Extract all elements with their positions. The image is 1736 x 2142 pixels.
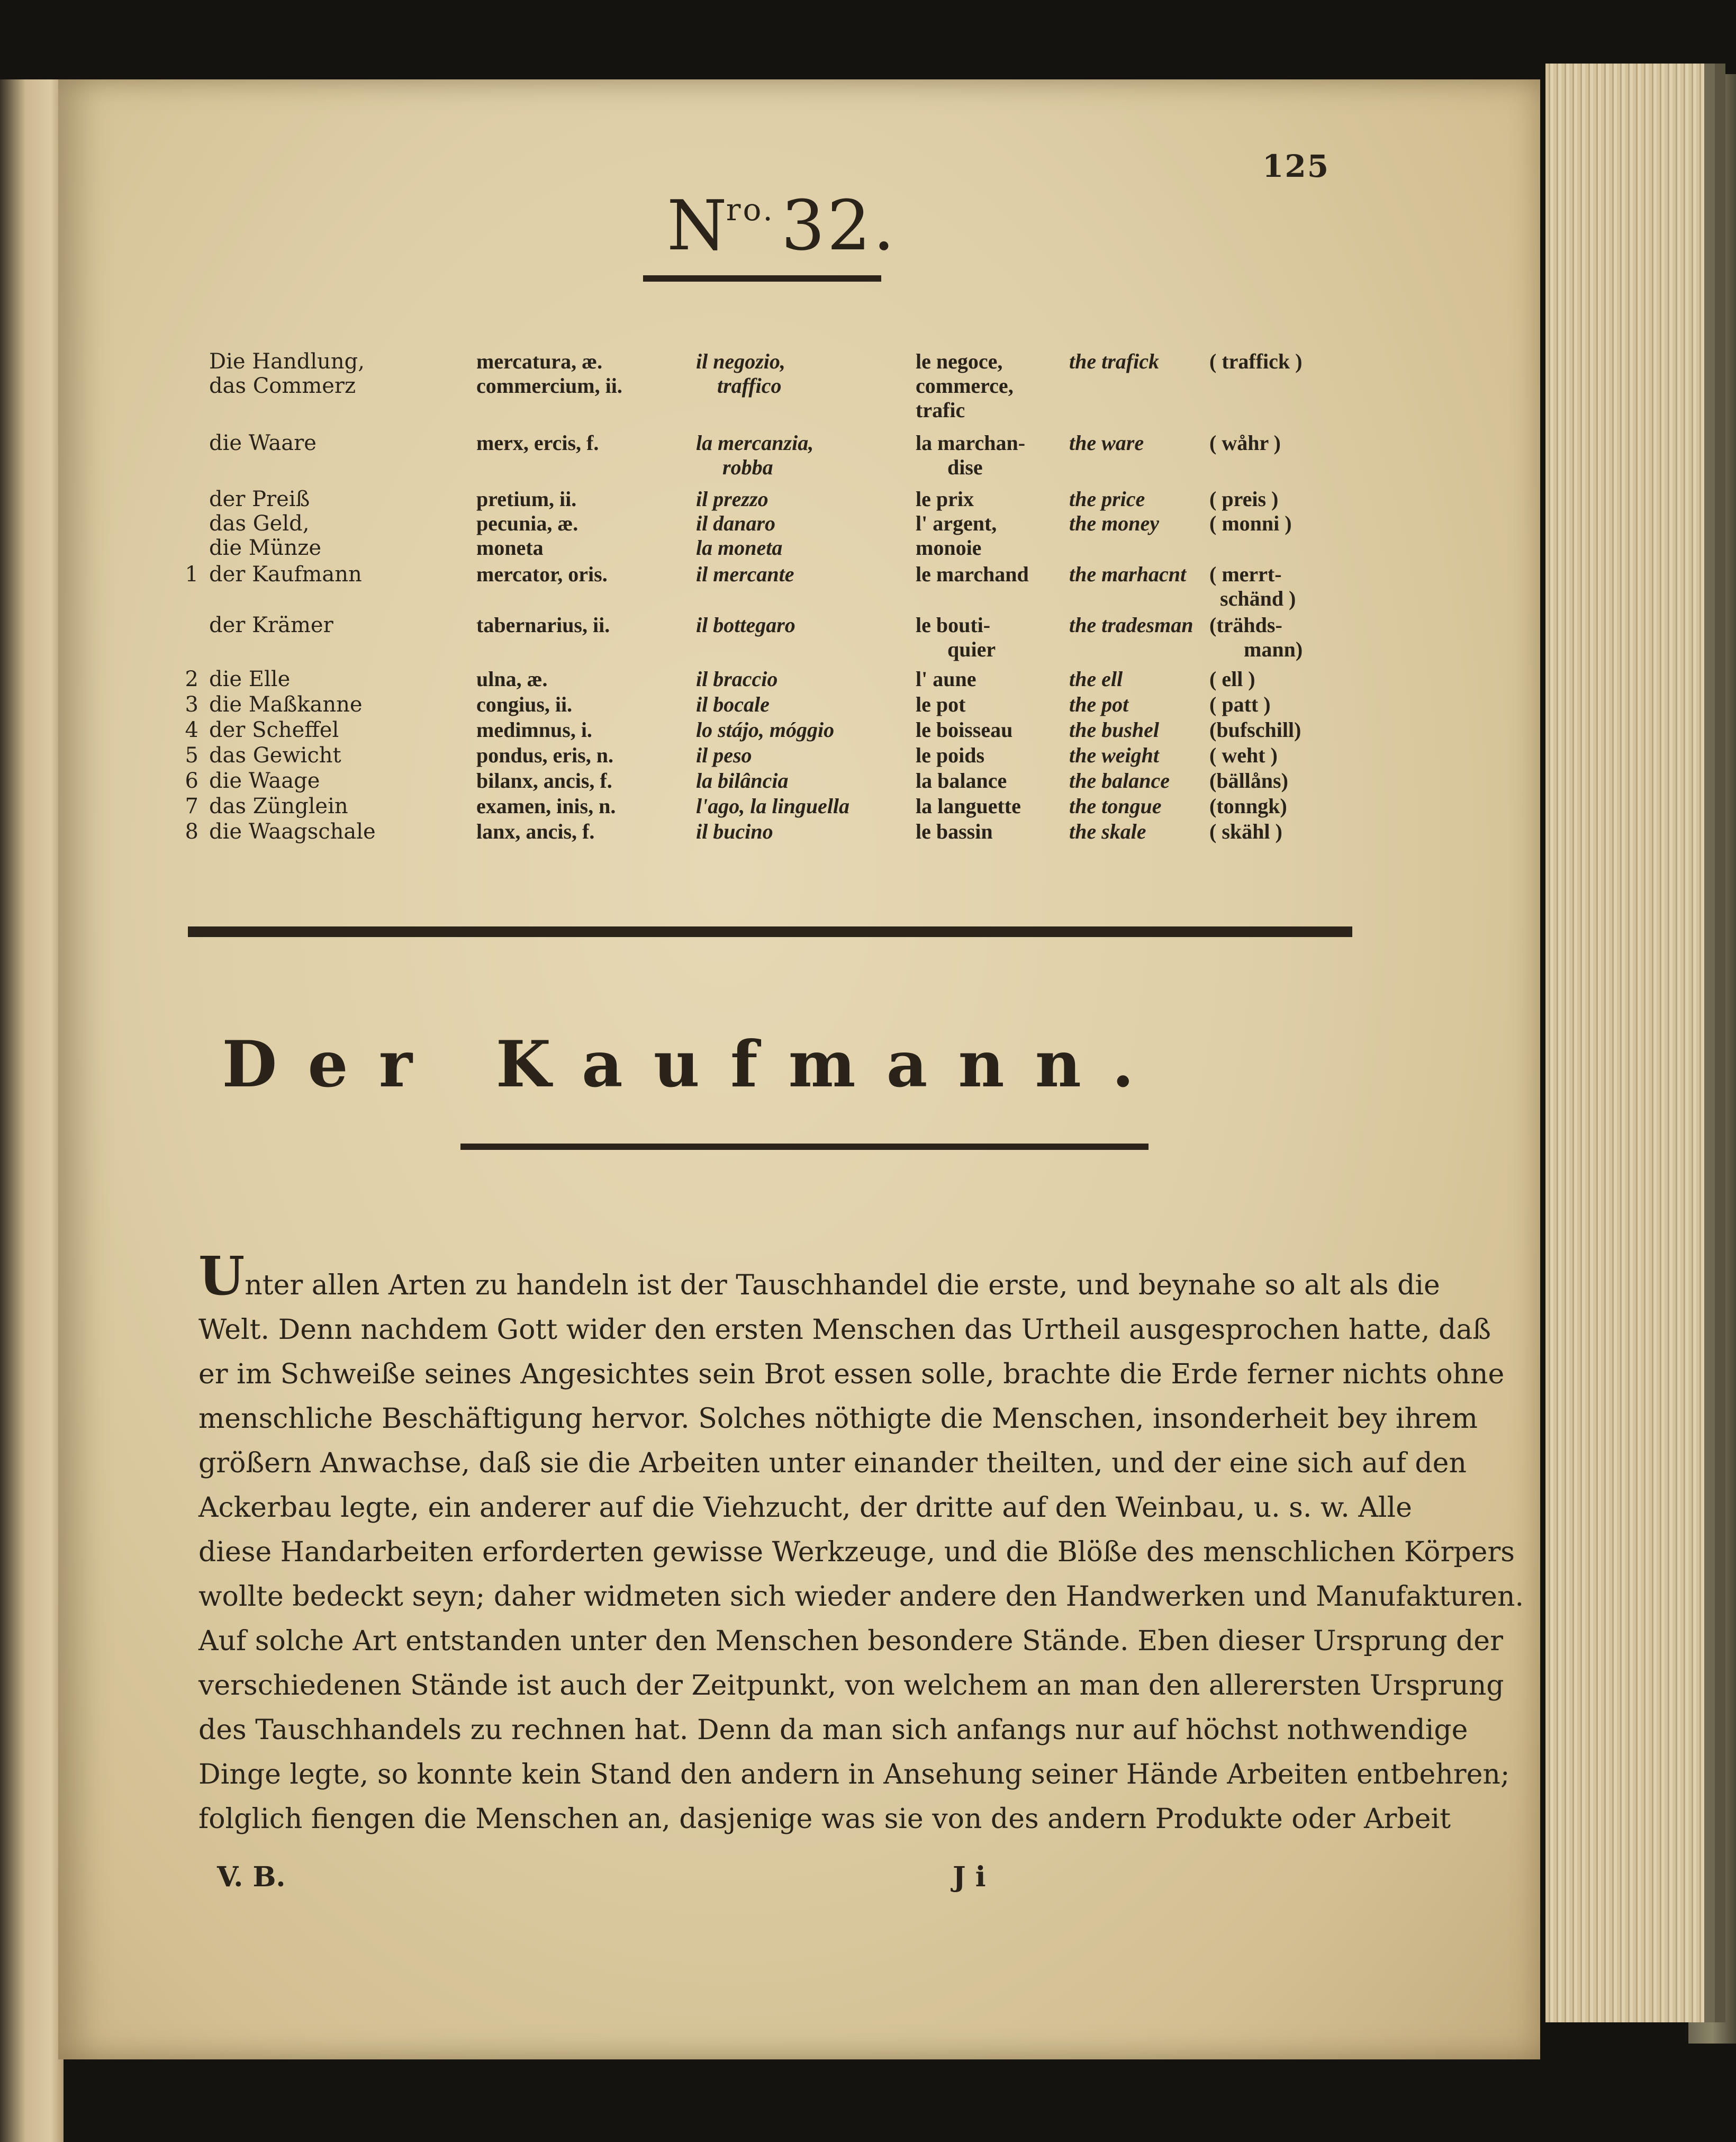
body-line bbox=[198, 1752, 1510, 1797]
body-line-text: größern Anwachse, daß sie die Arbeiten unter einander theilten, und der eine sich auf den bbox=[198, 1447, 1467, 1479]
body-line bbox=[198, 1441, 1467, 1486]
vocab-fr: le pot bbox=[916, 692, 966, 716]
vocab-pron: (bufschill) bbox=[1209, 718, 1301, 742]
vocab-en: the tongue bbox=[1069, 794, 1162, 818]
body-paragraph bbox=[198, 1245, 1524, 1841]
vocab-pron: schänd ) bbox=[1220, 587, 1296, 610]
vocab-it: la bilância bbox=[696, 769, 789, 793]
page-number: 125 bbox=[1262, 148, 1330, 184]
vocab-fr: le prix bbox=[916, 487, 974, 511]
heading-rule bbox=[643, 275, 881, 282]
vocab-de: der Preiß bbox=[209, 487, 310, 511]
body-line-text: er im Schweiße seines Angesichtes sein Brot essen solle, brachte die Erde ferner nichts ohne bbox=[198, 1358, 1505, 1390]
body-line-text: diese Handarbeiten erforderten gewisse Werkzeuge, und die Blöße des menschlichen Körpers bbox=[198, 1536, 1515, 1568]
vocab-it: lo stájo, móggio bbox=[696, 718, 835, 742]
vocab-fr: commerce, bbox=[916, 374, 1014, 398]
vocab-it: il mercante bbox=[696, 562, 794, 586]
vocab-la: commercium, ii. bbox=[476, 374, 622, 398]
body-line bbox=[198, 1486, 1412, 1530]
vocab-de: die Münze bbox=[209, 536, 322, 560]
vocab-pron: ( skähl ) bbox=[1209, 820, 1282, 843]
vocab-num: 1 bbox=[185, 562, 198, 587]
vocab-de: der Scheffel bbox=[209, 718, 339, 742]
body-line bbox=[198, 1797, 1451, 1841]
vocab-de: Die Handlung, bbox=[209, 349, 365, 374]
printer-signature-left: V. B. bbox=[217, 1861, 286, 1893]
vocab-num: 4 bbox=[185, 718, 198, 742]
title-rule bbox=[460, 1144, 1149, 1150]
vocab-pron: ( merrt- bbox=[1209, 562, 1282, 586]
vocab-la: examen, inis, n. bbox=[476, 794, 616, 818]
vocab-la: moneta bbox=[476, 536, 544, 560]
vocab-en: the skale bbox=[1069, 820, 1146, 843]
vocab-la: pretium, ii. bbox=[476, 487, 577, 511]
drop-cap: U bbox=[198, 1245, 245, 1307]
body-line bbox=[198, 1708, 1468, 1752]
body-line-text: nter allen Arten zu handeln ist der Tauschhandel die erste, und beynahe so alt als die bbox=[245, 1270, 1440, 1301]
body-line-text: menschliche Beschäftigung hervor. Solches nöthigte die Menschen, insonderheit bey ihrem bbox=[198, 1403, 1478, 1435]
vocab-it: il negozio, bbox=[696, 349, 785, 373]
body-line-text: des Tauschhandels zu rechnen hat. Denn da man sich anfangs nur auf höchst nothwendige bbox=[198, 1714, 1468, 1746]
vocab-en: the tradesman bbox=[1069, 613, 1194, 637]
vocab-num: 5 bbox=[185, 743, 198, 768]
vocab-pron: (tonngk) bbox=[1209, 794, 1287, 818]
body-line bbox=[198, 1308, 1491, 1352]
heading-number: 32. bbox=[781, 185, 897, 266]
vocab-pron: ( weht ) bbox=[1209, 743, 1278, 767]
vocab-fr: monoie bbox=[916, 536, 982, 560]
vocab-num: 2 bbox=[185, 667, 198, 691]
section-heading bbox=[667, 185, 897, 266]
vocab-la: medimnus, i. bbox=[476, 718, 592, 742]
vocab-fr: le marchand bbox=[916, 562, 1029, 586]
vocab-fr: le negoce, bbox=[916, 349, 1003, 373]
vocab-fr: trafic bbox=[916, 398, 965, 422]
vocab-la: congius, ii. bbox=[476, 692, 573, 716]
vocab-la: pondus, eris, n. bbox=[476, 743, 613, 767]
chapter-title: Der Kaufmann. bbox=[222, 1027, 1165, 1102]
vocab-la: merx, ercis, f. bbox=[476, 431, 599, 455]
vocab-fr: la marchan- bbox=[916, 431, 1026, 455]
vocab-de: das Zünglein bbox=[209, 794, 348, 818]
section-divider bbox=[188, 926, 1352, 937]
vocab-de: die Waare bbox=[209, 431, 317, 455]
vocab-fr: la languette bbox=[916, 794, 1021, 818]
vocab-en: the ware bbox=[1069, 431, 1144, 455]
vocab-it: il danaro bbox=[696, 511, 776, 535]
vocab-fr: le boisseau bbox=[916, 718, 1013, 742]
vocab-de: die Waagschale bbox=[209, 820, 376, 844]
vocab-pron: ( monni ) bbox=[1209, 511, 1292, 535]
vocab-la: mercator, oris. bbox=[476, 562, 608, 586]
vocab-la: tabernarius, ii. bbox=[476, 613, 610, 637]
vocab-num: 8 bbox=[185, 820, 198, 844]
body-line-text: folglich fiengen die Menschen an, dasjenige was sie von des andern Produkte oder Arbeit bbox=[198, 1803, 1451, 1835]
body-line-text: wollte bedeckt seyn; daher widmeten sich wieder andere den Handwerken und Manufakturen. bbox=[198, 1581, 1524, 1613]
vocab-fr: le bassin bbox=[916, 820, 993, 843]
vocab-en: the weight bbox=[1069, 743, 1160, 767]
vocab-num: 3 bbox=[185, 692, 198, 717]
vocab-pron: ( traffick ) bbox=[1209, 349, 1303, 373]
vocab-de: der Krämer bbox=[209, 613, 333, 637]
vocab-fr: quier bbox=[947, 637, 996, 661]
body-line-text: Auf solche Art entstanden unter den Menschen besondere Stände. Eben dieser Ursprung der bbox=[198, 1625, 1503, 1657]
vocab-pron: mann) bbox=[1244, 637, 1303, 661]
page-block-edge bbox=[1545, 64, 1704, 2022]
vocab-de: die Maßkanne bbox=[209, 692, 363, 717]
vocab-pron: ( ell ) bbox=[1209, 667, 1255, 691]
book-gutter bbox=[0, 79, 64, 2142]
body-line-text: verschiedenen Stände ist auch der Zeitpunkt, von welchem an man den allerersten Ursprung bbox=[198, 1670, 1504, 1702]
vocab-fr: l' argent, bbox=[916, 511, 997, 535]
vocab-it: la mercanzia, bbox=[696, 431, 814, 455]
body-line bbox=[198, 1530, 1515, 1574]
body-line-text: Dinge legte, so konnte kein Stand den andern in Ansehung seiner Hände Arbeiten entbehren; bbox=[198, 1759, 1510, 1790]
vocab-num: 7 bbox=[185, 794, 198, 818]
vocab-it: il prezzo bbox=[696, 487, 768, 511]
vocab-pron: (bällåns) bbox=[1209, 769, 1288, 793]
vocab-la: ulna, æ. bbox=[476, 667, 548, 691]
vocab-la: lanx, ancis, f. bbox=[476, 820, 595, 843]
body-line bbox=[198, 1245, 1440, 1308]
vocab-en: the trafick bbox=[1069, 349, 1159, 373]
vocab-la: mercatura, æ. bbox=[476, 349, 603, 373]
vocab-it: il braccio bbox=[696, 667, 778, 691]
vocab-it: traffico bbox=[717, 374, 782, 398]
vocab-de: die Elle bbox=[209, 667, 291, 691]
vocab-en: the ell bbox=[1069, 667, 1123, 691]
body-line-text: Ackerbau legte, ein anderer auf die Viehzucht, der dritte auf den Weinbau, u. s. w. Alle bbox=[198, 1492, 1412, 1524]
body-line bbox=[198, 1574, 1524, 1619]
vocab-pron: (trähds- bbox=[1209, 613, 1282, 637]
body-line bbox=[198, 1619, 1503, 1663]
vocab-fr: dise bbox=[947, 455, 983, 479]
vocab-it: il bottegaro bbox=[696, 613, 795, 637]
vocab-it: il bucino bbox=[696, 820, 773, 843]
body-line bbox=[198, 1397, 1478, 1441]
vocab-it: robba bbox=[722, 455, 773, 479]
heading-letter: N bbox=[667, 185, 729, 266]
vocab-en: the marhacnt bbox=[1069, 562, 1187, 586]
body-line bbox=[198, 1663, 1504, 1708]
vocab-de: das Gewicht bbox=[209, 743, 341, 768]
vocab-de: der Kaufmann bbox=[209, 562, 362, 587]
book-page bbox=[58, 79, 1540, 2059]
vocab-de: die Waage bbox=[209, 769, 320, 793]
vocab-it: il peso bbox=[696, 743, 752, 767]
heading-superscript: ro. bbox=[726, 192, 775, 228]
vocab-en: the balance bbox=[1069, 769, 1170, 793]
vocab-fr: l' aune bbox=[916, 667, 976, 691]
body-line bbox=[198, 1352, 1505, 1397]
vocab-pron: ( wåhr ) bbox=[1209, 431, 1281, 455]
printer-signature-center: J i bbox=[953, 1861, 986, 1893]
vocab-it: la moneta bbox=[696, 536, 783, 560]
vocab-de: das Geld, bbox=[209, 511, 310, 536]
vocab-de: das Commerz bbox=[209, 374, 356, 398]
vocab-num: 6 bbox=[185, 769, 198, 793]
vocab-en: the pot bbox=[1069, 692, 1129, 716]
vocab-pron: ( patt ) bbox=[1209, 692, 1271, 716]
vocab-it: il bocale bbox=[696, 692, 770, 716]
vocab-pron: ( preis ) bbox=[1209, 487, 1279, 511]
vocab-en: the bushel bbox=[1069, 718, 1160, 742]
vocab-la: bilanx, ancis, f. bbox=[476, 769, 612, 793]
body-line-text: Welt. Denn nachdem Gott wider den ersten Menschen das Urtheil ausgesprochen hatte, daß bbox=[198, 1314, 1491, 1346]
vocab-fr: la balance bbox=[916, 769, 1007, 793]
vocab-it: l'ago, la linguella bbox=[696, 794, 850, 818]
vocab-fr: le poids bbox=[916, 743, 985, 767]
vocab-en: the price bbox=[1069, 487, 1145, 511]
vocab-en: the money bbox=[1069, 511, 1159, 535]
vocab-la: pecunia, æ. bbox=[476, 511, 578, 535]
vocab-fr: le bouti- bbox=[916, 613, 991, 637]
